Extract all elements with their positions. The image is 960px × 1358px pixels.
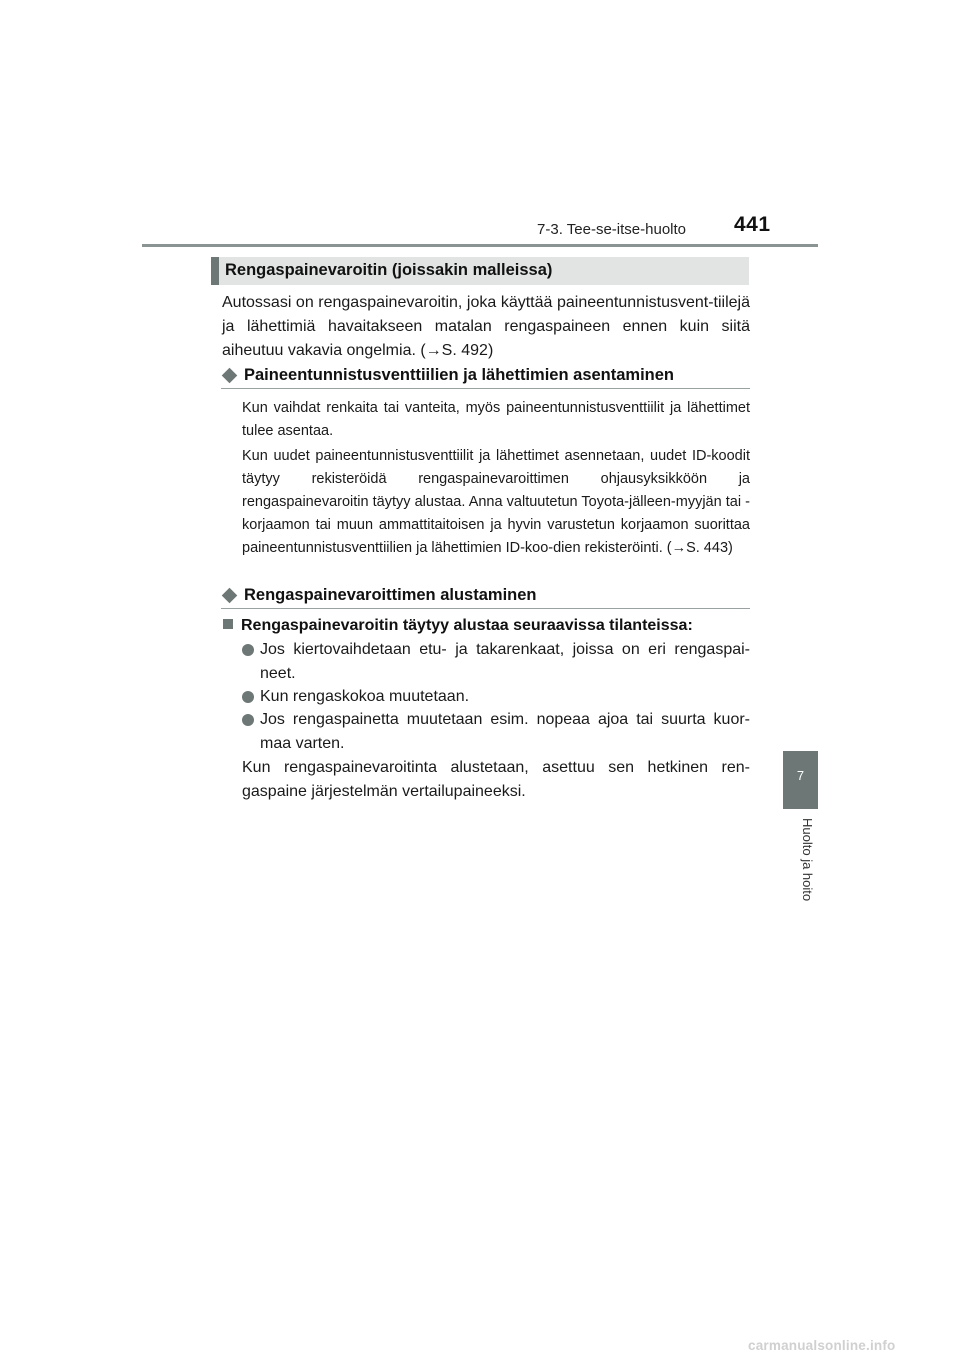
diamond-bullet-icon: [222, 587, 238, 603]
chapter-label: Huolto ja hoito: [800, 818, 815, 902]
subheading-initialization: [221, 586, 750, 605]
list-item-text: Jos rengaspainetta muutetaan esim. nopeaa ajoa tai suurta kuor-maa varten.: [260, 711, 750, 752]
subheading-rule-2: [221, 608, 750, 609]
section-title-bar: [211, 257, 749, 285]
square-bullet-icon: [223, 619, 233, 629]
section-title: Rengaspainevaroitin (joissakin malleissa): [225, 261, 553, 279]
intro-paragraph: Autossasi on rengaspainevaroitin, joka käyttää paineentunnistusvent-tiilejä ja lähettimiä havaitakseen matalan rengaspaineen ennen kuin siitä aiheutuu vakavia ongelmia. (→S. 492): [222, 294, 750, 359]
chapter-tab: 7: [783, 751, 818, 809]
list-item-text: Jos kiertovaihdetaan etu- ja takarenkaat, joissa on eri rengaspai-neet.: [260, 641, 750, 682]
section-title-accent: [211, 257, 219, 285]
watermark: carmanualsonline.info: [748, 1338, 896, 1353]
round-bullet-icon: [242, 714, 254, 726]
diamond-bullet-icon: [222, 367, 238, 383]
subheading-sensor-installation: [221, 366, 750, 385]
subheading-rule-1: [221, 388, 750, 389]
condition-heading: [223, 617, 750, 635]
condition-heading-text: Rengaspainevaroitin täytyy alustaa seuraavissa tilanteissa:: [241, 617, 693, 634]
subheading-sensor-installation-text: Paineentunnistusventtiilien ja lähettimien asentaminen: [244, 366, 675, 384]
closing-paragraph: Kun rengaspainevaroitinta alustetaan, asettuu sen hetkinen ren-gaspaine järjestelmän vertailupaineeksi.: [242, 759, 750, 800]
round-bullet-icon: [242, 691, 254, 703]
page-number: 441: [734, 213, 771, 236]
list-item: [242, 638, 750, 686]
round-bullet-icon: [242, 644, 254, 656]
sensor-paragraph-2: Kun uudet paineentunnistusventtiilit ja lähettimet asennetaan, uudet ID-koodit täytyy rekisteröidä rengaspainevaroittimen ohjausyksikköön ja rengaspainevaroitin täytyy alustaa. Anna valtuutetun Toyota-jälleen-myyjän tai -korjaamon tai muun ammattitaitoisen ja hyvin varustetun korjaamon suorittaa paineentunnistusventtiilien ja lähettimien ID-koo-dien rekisteröinti. (→S. 443): [242, 448, 750, 556]
header-rule: [142, 244, 818, 247]
sensor-paragraph-1: Kun vaihdat renkaita tai vanteita, myös paineentunnistusventtiilit ja lähettimet tulee asentaa.: [242, 400, 750, 439]
list-item: [242, 708, 750, 756]
header-section-title: 7-3. Tee-se-itse-huolto: [537, 221, 686, 238]
list-item: [242, 685, 750, 709]
subheading-initialization-text: Rengaspainevaroittimen alustaminen: [244, 586, 537, 604]
list-item-text: Kun rengaskokoa muutetaan.: [260, 688, 470, 705]
